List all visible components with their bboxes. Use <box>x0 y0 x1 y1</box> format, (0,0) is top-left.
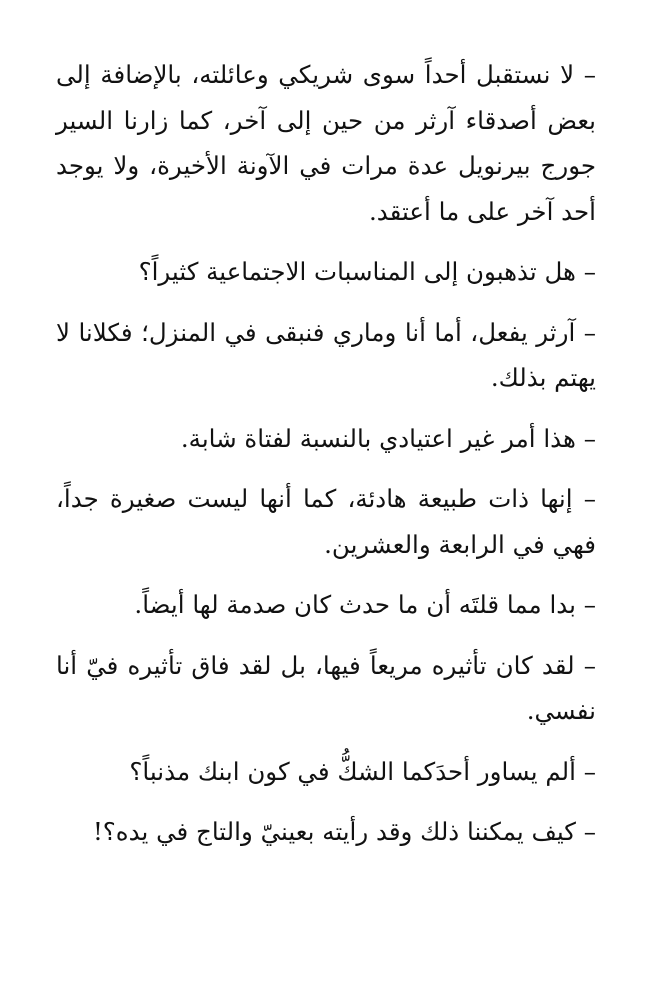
dialogue-paragraph-1: – لا نستقبل أحداً سوى شريكي وعائلته، بالإضافة إلى بعض أصدقاء آرثر من حين إلى آخر، كما زارنا السير جورج بيرنويل عدة مرات في الآونة الأخيرة، ولا يوجد أحد آخر على ما أعتقد. <box>56 60 596 226</box>
dialogue-paragraph-2: – هل تذهبون إلى المناسبات الاجتماعية كثيراً؟ <box>138 257 596 286</box>
dialogue-paragraph-6: – بدا مما قلتَه أن ما حدث كان صدمة لها أيضاً. <box>134 590 596 619</box>
dialogue-paragraph-8: – ألم يساور أحدَكما الشكُّ في كون ابنك مذنباً؟ <box>129 756 596 786</box>
dialogue-paragraph-3: – آرثر يفعل، أما أنا وماري فنبقى في المنزل؛ فكلانا لا يهتم بذلك. <box>56 317 596 392</box>
dialogue-paragraph-9: – كيف يمكننا ذلك وقد رأيته بعينيّ والتاج في يده؟! <box>92 817 596 846</box>
book-page <box>56 52 596 870</box>
dialogue-paragraph-4: – هذا أمر غير اعتيادي بالنسبة لفتاة شابة. <box>180 423 596 453</box>
dialogue-paragraph-7: – لقد كان تأثيره مريعاً فيها، بل لقد فاق تأثيره فيّ أنا نفسي. <box>56 650 596 725</box>
dialogue-paragraph-5: – إنها ذات طبيعة هادئة، كما أنها ليست صغيرة جداً، فهي في الرابعة والعشرين. <box>56 484 596 559</box>
